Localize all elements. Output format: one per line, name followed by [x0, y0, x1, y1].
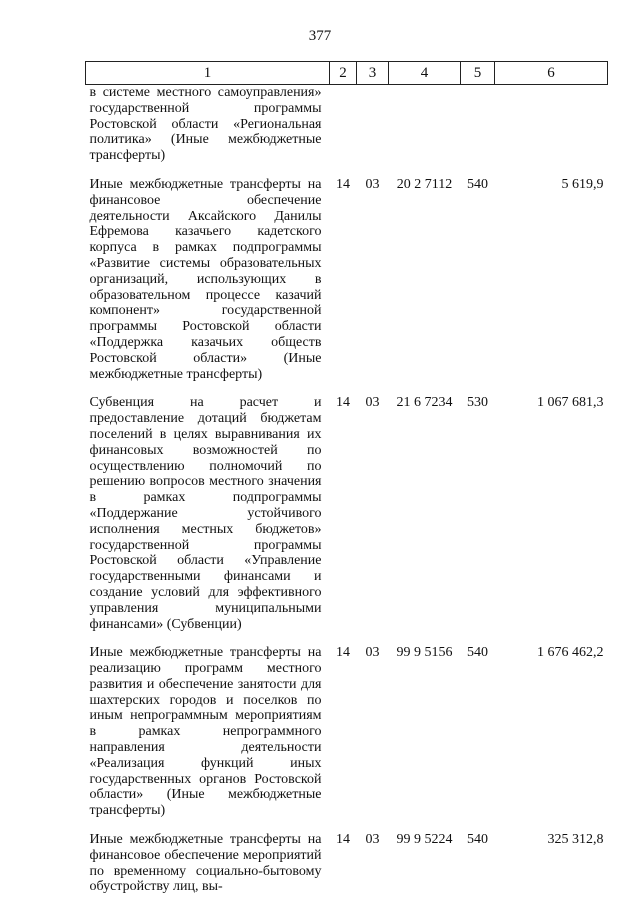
- table-row: [86, 819, 608, 895]
- table-row: [86, 632, 608, 819]
- row-subsection: 03: [365, 645, 380, 661]
- row-expense-type: 540: [467, 176, 488, 192]
- row-expense-type: 540: [467, 832, 488, 848]
- table-row: [86, 85, 608, 164]
- row-subsection: 03: [365, 832, 380, 848]
- row-amount: 5 619,9: [561, 176, 604, 192]
- row-target-article: 21 6 7234: [396, 395, 453, 411]
- row-section: [330, 85, 357, 164]
- column-header-2: 2: [330, 62, 357, 85]
- table-header-row: [86, 62, 608, 85]
- row-amount: 1 676 462,2: [537, 645, 604, 661]
- column-header-6: 6: [495, 62, 608, 85]
- column-header-1: 1: [86, 62, 330, 85]
- page-number: 377: [308, 28, 332, 44]
- row-expense-type: [461, 85, 495, 164]
- row-description: Иные межбюджетные трансферты на реализацию программ местного развития и обеспечение занятости для шахтерских городов и поселков по иным непрограммным мероприятиям в рамках непрограммного направления деятельности «Реализация функций иных государственных органов Ростовской области» (Иные межбюджетные трансферты): [89, 645, 322, 819]
- row-description: Иные межбюджетные трансферты на финансовое обеспечение деятельности Аксайского Данилы Ефремова казачьего кадетского корпуса в рамках подпрограммы «Развитие системы образовательных организаций, использующих в образовательном процессе казачий компонент» государственной программы Ростовской области «Поддержка казачьих обществ Ростовской области» (Иные межбюджетные трансферты): [89, 176, 322, 382]
- row-amount: 1 067 681,3: [537, 395, 604, 411]
- row-section: 14: [336, 395, 350, 411]
- row-subsection: 03: [365, 395, 380, 411]
- row-description: Субвенция на расчет и предоставление дотаций бюджетам поселений в целях выравнивания их финансовых возможностей по осуществлению полномочий по решению вопросов местного значения в рамках подпрограммы «Поддержание устойчивого исполнения местных бюджетов» государственной программы Ростовской области «Управление государственными финансами и создание условий для эффективного управления муниципальными финансами» (Субвенции): [89, 395, 322, 632]
- row-target-article: 99 9 5224: [396, 832, 453, 848]
- row-target-article: 20 2 7112: [396, 176, 453, 192]
- row-section: 14: [336, 645, 350, 661]
- row-section: 14: [336, 832, 350, 848]
- row-expense-type: 540: [467, 645, 488, 661]
- row-subsection: 03: [365, 176, 380, 192]
- row-subsection: [357, 85, 389, 164]
- table-row: [86, 382, 608, 632]
- budget-table: [85, 61, 608, 895]
- row-target-article: 99 9 5156: [396, 645, 453, 661]
- row-amount: [495, 85, 608, 164]
- column-header-3: 3: [357, 62, 389, 85]
- row-expense-type: 530: [467, 395, 488, 411]
- row-description: Иные межбюджетные трансферты на финансовое обеспечение мероприятий по временному социально-бытовому обустройству лиц, вы-: [89, 832, 322, 895]
- column-header-4: 4: [389, 62, 461, 85]
- table-row: [86, 164, 608, 382]
- row-amount: 325 312,8: [547, 832, 604, 848]
- row-section: 14: [336, 176, 350, 192]
- row-target-article: [389, 85, 461, 164]
- row-description: в системе местного самоуправления» государственной программы Ростовской области «Региональная политика» (Иные межбюджетные трансферты): [89, 85, 322, 164]
- column-header-5: 5: [461, 62, 495, 85]
